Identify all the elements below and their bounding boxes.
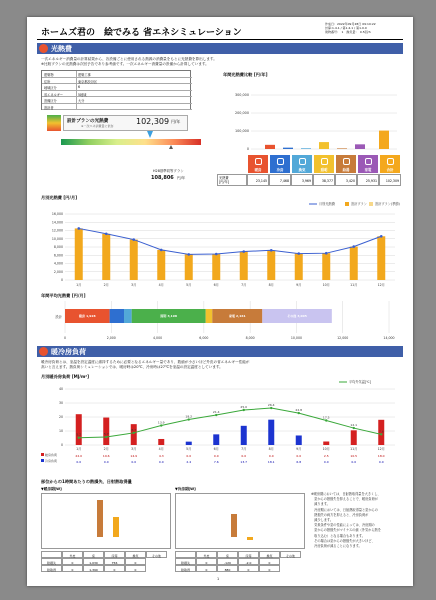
legend-label: 月別光熱費 [319,202,335,207]
annual-cost-value: 102,309 [136,117,170,126]
monthly-bar [267,250,275,280]
loss-cell: 0 [259,565,280,572]
meta-line-3: 建物番号： 1 換気量： 0.5回/h [325,30,371,34]
cost-value: 23,145 [247,174,269,186]
x-tick-label: 7月 [241,447,247,451]
baseline-label: H28基準同等プラン [153,169,184,173]
x-tick-label: 12月 [377,283,385,287]
form-value: 建築工事 [78,73,91,77]
loss-header: その他 [280,551,301,558]
y-tick-label: 30 [58,401,63,406]
section-title-cost: 光熱費 [51,45,72,53]
暖房-icon [255,158,262,165]
note-line: 冷房期においては、日射熱取得量と窓からの [311,507,378,512]
temp-point [270,407,272,409]
cost-value: 102,309 [379,174,401,186]
page-number: 1 [217,577,220,581]
heat-value: 0.0 [213,454,219,458]
loss-header: 床等 [104,551,125,558]
panel-title: ▼暖房期[W] [41,487,62,491]
cool-row-label: 冷房負荷 [45,459,58,463]
cost-header-label: 照明 [320,168,328,172]
note-line: その場合は窓からの熱損失が大きいほど、 [311,538,375,543]
x-tick-label: 8月 [268,283,274,287]
cost-icon-cell [313,154,335,174]
x-tick-label: 10月 [322,283,330,287]
x-tick-label: 10,000 [290,336,303,340]
temp-point [78,437,80,439]
annual-bar [319,142,329,149]
monthly-point [380,235,383,238]
y-tick-label: 100,000 [234,129,249,134]
annual-cost-unit: 円/年 [171,119,181,124]
note-line: 窓からの熱損失を抑えることで、暖房負荷が [311,497,378,502]
monthly-point [325,252,328,255]
loss-cell: 0 [125,565,146,572]
heat-value: 19.6 [102,454,110,458]
monthly-point [215,253,218,256]
loss-cell: 0 [238,565,259,572]
monthly-point [297,252,300,255]
legend-label: 平均外気温[℃] [349,380,372,385]
chart1-title: 年間光熱費比較 [円/年] [223,72,268,77]
monthly-bar [377,236,385,280]
cooling-bar [186,442,192,445]
cost-value: 38,377 [313,174,335,186]
cost-value: 3,420 [335,174,357,186]
heat-value: 14.9 [130,454,138,458]
monthly-bar [350,247,358,280]
cost-header-label: 家電 [364,168,372,172]
cool-value: 0.0 [378,460,384,464]
stack-segment [110,309,124,323]
y-tick-label: 2,000 [53,269,63,274]
y-tick-label: 8,000 [53,245,63,250]
x-tick-label: 6月 [213,447,219,451]
temp-label: 12.1 [350,423,358,428]
monthly-bar [322,253,330,280]
meta-line-1: 作成日：2022年09月28日 09:10:22 [325,22,376,26]
monthly-point [187,253,190,256]
cost-icon-cell [379,154,401,174]
loss-bar [231,514,237,537]
x-tick-label: 11月 [350,283,358,287]
loss-cell: 0 [125,558,146,565]
loss-cell: 1,390 [83,565,104,572]
note-line: 窓からの熱損失がマイナスの値（外気から熱を [311,528,381,533]
loss-bar [247,537,253,540]
cost-header-label: 合計 [386,168,394,172]
cost-value: 25,931 [357,174,379,186]
y-tick-label: 6,000 [53,253,63,258]
annual-bar [283,148,293,149]
x-tick-label: 2月 [103,283,109,287]
y-tick-label: 0 [60,278,63,283]
冷房-icon [277,158,284,165]
monthly-bar [185,254,193,280]
cool-swatch [41,459,44,462]
temp-label: 7.6 [378,429,384,434]
cost-breakdown-table [217,154,401,188]
monthly-point [242,250,245,253]
section-bar-cost [37,43,403,54]
temp-point [105,436,107,438]
note-line: ※暖房期においては、日射熱取得量を大きくし、 [311,492,381,496]
heat-value: 4.3 [158,454,164,458]
x-tick-label: 5月 [186,283,192,287]
y-tick-label: 16,000 [51,212,63,217]
x-tick-label: 10月 [322,447,330,451]
x-tick-label: 11月 [350,447,358,451]
y-tick-label: 14,000 [51,220,63,225]
temp-label: 21.4 [212,410,220,415]
x-tick-label: 12,000 [337,336,349,340]
loss-cell: 1,030 [83,558,104,565]
thermometer-icon [39,347,48,356]
monthly-bar [157,250,165,280]
cool-value: 13.7 [240,460,248,464]
heat-swatch [41,453,44,456]
x-tick-label: 2月 [103,447,109,451]
segment-label: 家電 2,161 [229,314,246,319]
loss-header: 窓 [83,551,104,558]
annual-cost-label: 設計プランの光熱費 [67,119,109,124]
heat-value: 2.5 [323,454,329,458]
x-tick-label: 12月 [377,447,385,451]
y-tick-label: 40 [58,387,63,392]
load-desc-1: 暖冷房負荷とは、室温を設定温度に維持するために必要となるエネルギー量であり、数値が小さいほど外皮の省エネルギー性能が [41,360,250,364]
x-tick-label: 9月 [296,447,302,451]
x-tick-label: 3月 [131,283,137,287]
cost-icon-cell [247,154,269,174]
chart4-title: 月別暖冷房負荷 [MJ/m²] [41,374,90,379]
x-tick-label: 1月 [76,447,82,451]
annual-cost-note: ※一次エネ消費量に依存 [81,124,114,128]
heating-bar [76,414,82,445]
stack-segment [206,309,213,323]
temp-label: 17.5 [322,415,330,420]
monthly-bar [102,234,110,280]
x-tick-label: 4月 [158,283,164,287]
report-page [27,17,413,586]
building-info-table [41,70,191,110]
legend-swatch [345,202,349,206]
cost-header-label: 換気 [298,168,306,172]
temp-label: 25.0 [240,405,248,409]
cooling-bar [213,434,219,445]
x-tick-label: 7月 [241,283,247,287]
row-label: 設計 [55,315,62,319]
segment-label: その他 3,005 [287,314,307,319]
loss-header [41,551,62,558]
panel-frame [175,493,305,549]
cool-value: 0.0 [158,460,164,464]
loss-header [175,551,196,558]
panel-title: ▼冷房期[W] [175,487,196,491]
x-tick-label: 5月 [186,447,192,451]
chart2-title: 月別光熱費 [円/月] [41,195,78,200]
note-line: 気象条件や窓の性能によっては、冷房期の [311,523,375,528]
y-tick-label: 10 [58,429,63,434]
temp-point [215,414,217,416]
loss-header: 床等 [238,551,259,558]
y-tick-label: 0 [60,443,63,448]
loss-cell: 0 [259,558,280,565]
monthly-load-chart [39,379,403,475]
form-label: 設計者 [44,105,54,110]
loss-cell: 756 [104,558,125,565]
cool-value: 0.0 [76,460,82,464]
loss-cell: -120 [217,558,238,565]
y-tick-label: 20 [58,415,63,420]
legend-label: 設計プラン(季節) [375,202,400,207]
temp-point [160,424,162,426]
baseline-unit: 円/年 [177,176,186,180]
cost-icon-cell [357,154,379,174]
cool-value: 0.0 [131,460,137,464]
form-label: 地域区分 [44,86,57,90]
loss-cell: -2.0 [238,558,259,565]
x-tick-label: 8,000 [245,336,255,340]
loss-cell: 熱取得 [175,565,196,572]
loss-cell: 熱取得 [41,565,62,572]
heat-value: 22.0 [75,454,83,458]
section-bar-load [37,346,403,357]
x-tick-label: 4月 [158,447,164,451]
monthly-point [105,233,108,236]
coin-icon [39,44,48,53]
heating-bar [323,442,329,446]
temp-label: 8.7 [131,427,137,432]
annual-compare-chart [217,77,401,153]
annual-cost-panel [41,113,191,151]
loss-cell: 0 [104,565,125,572]
家電-icon [365,158,372,165]
y-tick-label: 4,000 [53,261,63,266]
loss-header: その他 [146,551,167,558]
note-line: 冷房負荷が減ることになります。 [311,544,362,548]
heating-bar [351,430,357,445]
cool-value: 6.8 [296,460,302,464]
cost-header-label: 暖房 [254,168,262,172]
y-tick-label: 12,000 [51,228,63,233]
temp-point [325,419,327,421]
temp-label: 22.8 [295,408,303,413]
heat-value: 0.0 [186,454,192,458]
form-value: 6 [78,85,81,89]
chart3-title: 年間平均光熱費 [円/月] [41,293,86,298]
loss-cell: 0 [196,565,217,572]
cost-value: 7,468 [269,174,291,186]
x-tick-label: 14,000 [383,336,395,340]
monthly-bar [212,254,220,280]
cooling-loss-chart [175,487,307,575]
x-tick-label: 1月 [76,283,82,287]
loss-header: 換気 [259,551,280,558]
給湯-icon [343,158,350,165]
note-line: 熱損失の両方を抑えると、冷房負荷が [311,512,369,517]
segment-label: 照明 3,198 [160,314,177,319]
loss-header: 外皮 [196,551,217,558]
heat-value: 0.0 [296,454,302,458]
header-rule [37,39,403,40]
monthly-cost-chart [39,200,403,290]
average-cost-chart [39,299,403,343]
monthly-line [79,228,382,254]
temp-label: 18.2 [185,414,193,419]
meta-line-2: 計算:1.4.1 / 第1.4.1 / 第1.0.0 [325,26,367,30]
loss-bar [113,517,119,537]
loss-cell: 0 [196,558,217,565]
form-divider [76,71,77,110]
y-tick-label: 300,000 [234,93,249,98]
temp-label: 26.4 [267,403,275,408]
heat-value: 0.0 [268,454,274,458]
換気-icon [299,158,306,165]
form-value: 東京都渋谷区 [78,79,98,84]
monthly-bar [295,254,303,280]
stack-segment [124,309,132,323]
note-line: 減ります。 [311,502,330,507]
x-tick-label: 3月 [131,447,137,451]
y-tick-label: 0 [246,147,249,152]
y-tick-label: 10,000 [51,236,63,241]
cooling-bar [296,435,302,445]
loss-header: 窓 [217,551,238,558]
cost-gradient-bar [61,139,201,145]
loss-header: 外皮 [62,551,83,558]
loss-cell: 熱損失 [175,558,196,565]
note-line: 取り込む）となる場合もあります。 [311,533,365,538]
cost-icon-cell [291,154,313,174]
照明-icon [321,158,328,165]
heat-value: 0.0 [241,454,247,458]
form-label: 設備区分 [44,99,57,103]
form-label: 建築物 [44,73,54,77]
meter-icon [47,115,61,131]
heating-loss-chart [41,487,173,575]
cool-value: 0.0 [351,460,357,464]
monthly-point [132,238,135,241]
section-title-load: 暖冷房負荷 [51,348,86,356]
temp-label: 13.9 [157,420,165,425]
x-tick-label: 4,000 [153,336,163,340]
form-label: 省エネルギー [44,92,64,97]
monthly-point [352,245,355,248]
x-tick-label: 0 [63,336,67,340]
design-marker-icon [147,131,153,138]
form-row [42,104,192,111]
monthly-bar [75,228,83,280]
annual-bar [337,148,347,149]
x-tick-label: 8月 [268,447,274,451]
load-desc-2: 高いと言えます。熱負荷シミュレーションでは、暖房時は20℃、冷房時は27℃を室温の設定温度としています。 [41,365,223,369]
cool-value: 0.0 [323,460,329,464]
cool-value: 7.6 [213,460,219,464]
cost-value: 3,969 [291,174,313,186]
loss-bar [97,500,103,537]
note-line: 減少します。 [311,518,334,522]
合計-icon [387,158,394,165]
legend-label: 設計プラン [351,202,367,207]
temp-point [243,409,245,411]
monthly-point [77,227,80,230]
temp-label: 5.2 [76,432,82,437]
heating-bar [158,439,164,445]
baseline-marker-icon [169,145,173,149]
x-tick-label: 9月 [296,283,302,287]
loss-header: 換気 [125,551,146,558]
temp-label: 5.7 [103,432,109,437]
heat-row-label: 暖房負荷 [45,453,58,457]
monthly-point [270,249,273,252]
temp-point [380,433,382,435]
cool-value: 2.4 [186,460,192,464]
temp-point [188,418,190,420]
loss-cell: 0 [62,565,83,572]
monthly-bar [240,252,248,280]
baseline-value: 108,806 [151,175,174,181]
cost-desc-2: ※比較プランの光熱費は次回予告であり参考値です。一次エネルギー消費量の設備から計算しています。 [41,62,209,66]
heat-value: 10.5 [350,454,358,458]
cool-value: 18.1 [267,460,275,464]
annual-bar [265,145,275,149]
cost-desc-1: 一次エネルギー消費量の計算結果から、各設備ごとに使用される熱源の消費量をもとに光熱費を算出します。 [41,57,217,61]
cooling-bar [241,426,247,445]
cost-row-label: 光熱費 [円/年] [217,174,247,186]
annual-bar [379,131,389,149]
temp-line [79,408,382,438]
temp-point [353,427,355,429]
monthly-point [160,249,163,252]
temp-point [133,432,135,434]
x-tick-label: 6,000 [199,336,209,340]
form-value: 5地域 [78,92,87,97]
loss-cell: 0 [62,558,83,565]
temp-point [298,412,300,414]
monthly-bar [130,240,138,280]
annual-bar [355,144,365,149]
loss-cell: 880 [217,565,238,572]
segment-label: 暖房 1,928 [79,314,96,319]
report-title: ホームズ君の 絵でみる 省エネシミュレーション [41,28,242,38]
cooling-bar [268,420,274,445]
y-tick-label: 200,000 [234,111,249,116]
cost-icon-cell [269,154,291,174]
cost-header-label: 給湯 [342,168,350,172]
x-tick-label: 6月 [213,283,219,287]
legend-swatch [369,202,373,206]
loss-cell: 熱損失 [41,558,62,565]
chart5-title: 部位からの1時間あたりの熱損失、日射熱取得量 [41,479,132,484]
cost-header-label: 冷房 [276,168,284,172]
panel-frame [41,493,171,549]
heat-value: 18.0 [377,454,385,458]
form-value: 大分 [78,99,85,103]
cost-icon-cell [335,154,357,174]
x-tick-label: 2,000 [106,336,116,340]
annual-bar [301,148,311,149]
cool-value: 0.0 [103,460,109,464]
form-label: 住所 [44,79,51,84]
